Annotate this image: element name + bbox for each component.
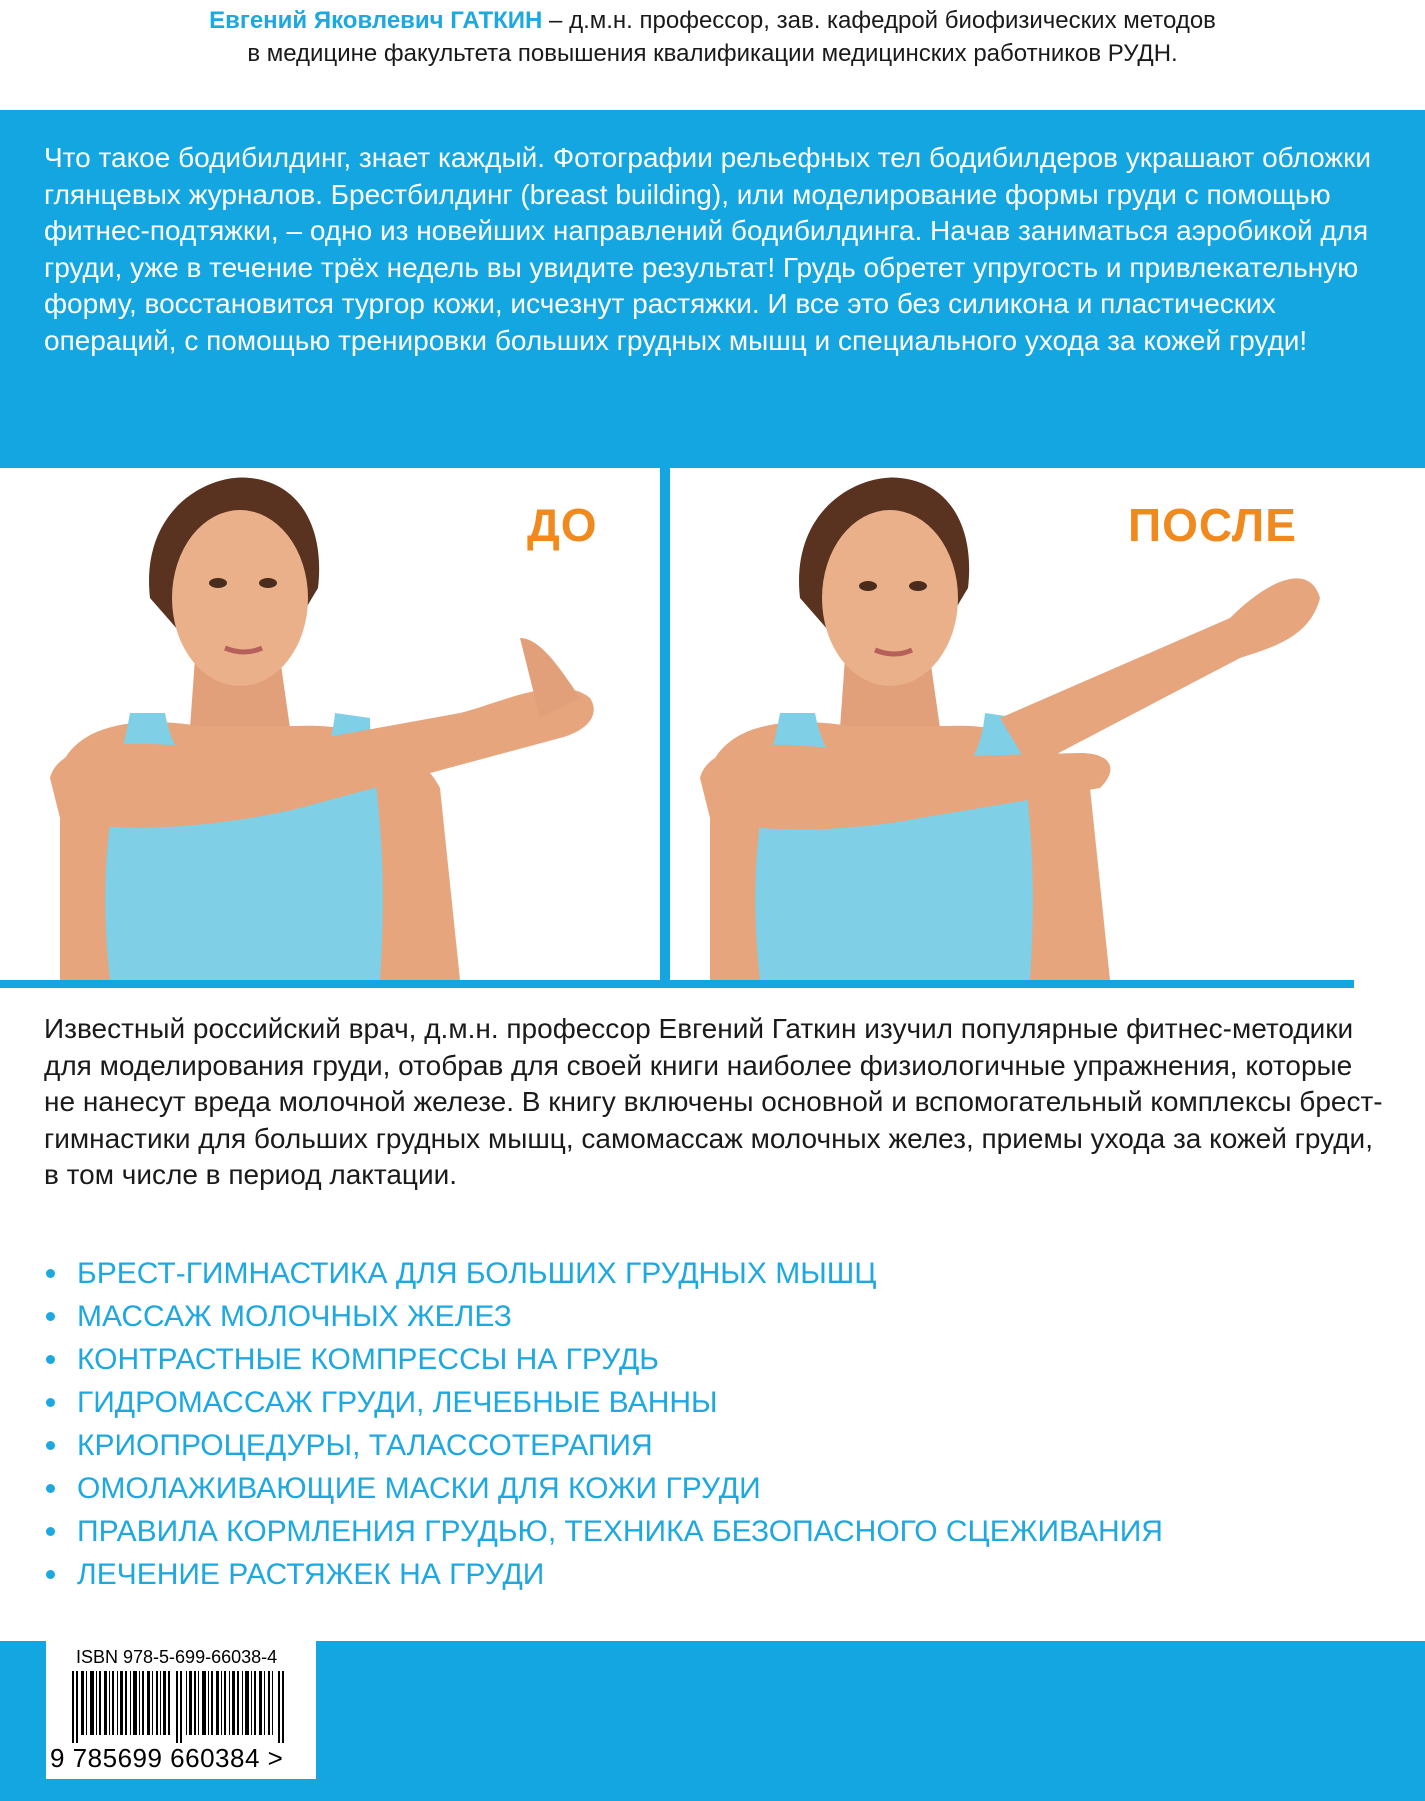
barcode-panel (46, 1641, 316, 1779)
list-item: ЛЕЧЕНИЕ РАСТЯЖЕК НА ГРУДИ (44, 1553, 1163, 1596)
list-item: ГИДРОМАССАЖ ГРУДИ, ЛЕЧЕБНЫЕ ВАННЫ (44, 1381, 1163, 1424)
author-name: Евгений Яковлевич ГАТКИН (209, 7, 543, 34)
topics-list (44, 1252, 1163, 1596)
author-affiliation: в медицине факультета повышения квалификации медицинских работников РУДН. (247, 40, 1178, 67)
intro-banner (0, 110, 1425, 468)
before-after-photos (0, 468, 1354, 988)
barcode-number: 9 785699 660384 > (50, 1743, 284, 1773)
photo-bottom-rule (0, 980, 1354, 988)
list-item: БРЕСТ-ГИМНАСТИКА ДЛЯ БОЛЬШИХ ГРУДНЫХ МЫШЦ (44, 1252, 1163, 1295)
list-item: ПРАВИЛА КОРМЛЕНИЯ ГРУДЬЮ, ТЕХНИКА БЕЗОПАСНОГО СЦЕЖИВАНИЯ (44, 1510, 1163, 1553)
list-item: ОМОЛАЖИВАЮЩИЕ МАСКИ ДЛЯ КОЖИ ГРУДИ (44, 1467, 1163, 1510)
after-photo (670, 468, 1354, 980)
before-photo (0, 468, 660, 980)
book-description: Известный российский врач, д.м.н. профессор Евгений Гаткин изучил популярные фитнес-методики для моделирования груди, отобрав для своей книги наиболее физиологичные упражнения, которые не нанесут вреда молочной железе. В книгу включены основной и вспомогательный комплексы брест-гимнастики для больших грудных мышц, самомассаж молочных желез, приемы ухода за кожей груди, в том числе в период лактации. (44, 1013, 1383, 1190)
after-label: ПОСЛЕ (1128, 499, 1297, 551)
list-item: КОНТРАСТНЫЕ КОМПРЕССЫ НА ГРУДЬ (44, 1338, 1163, 1381)
list-item: МАССАЖ МОЛОЧНЫХ ЖЕЛЕЗ (44, 1295, 1163, 1338)
before-label: ДО (527, 499, 598, 551)
barcode-icon (72, 1671, 292, 1743)
intro-text: Что такое бодибилдинг, знает каждый. Фотографии рельефных тел бодибилдеров украшают обложки глянцевых журналов. Брестбилдинг (breast building), или моделирование формы груди с помощью фитнес-подтяжки, – одно из новейших направлений бодибилдинга. Начав заниматься аэробикой для груди, уже в течение трёх недель вы увидите результат! Грудь обретет упругость и привлекательную форму, восстановится тургор кожи, исчезнут растяжки. И все это без силикона и пластических операций, с помощью тренировки больших грудных мышц и специального ухода за кожей груди! (44, 142, 1371, 356)
author-credit (0, 4, 1425, 70)
isbn-text: ISBN 978-5-699-66038-4 (76, 1647, 278, 1667)
list-item: КРИОПРОЦЕДУРЫ, ТАЛАССОТЕРАПИЯ (44, 1424, 1163, 1467)
author-title: – д.м.н. профессор, зав. кафедрой биофизических методов (542, 7, 1216, 34)
photo-divider (660, 468, 670, 980)
